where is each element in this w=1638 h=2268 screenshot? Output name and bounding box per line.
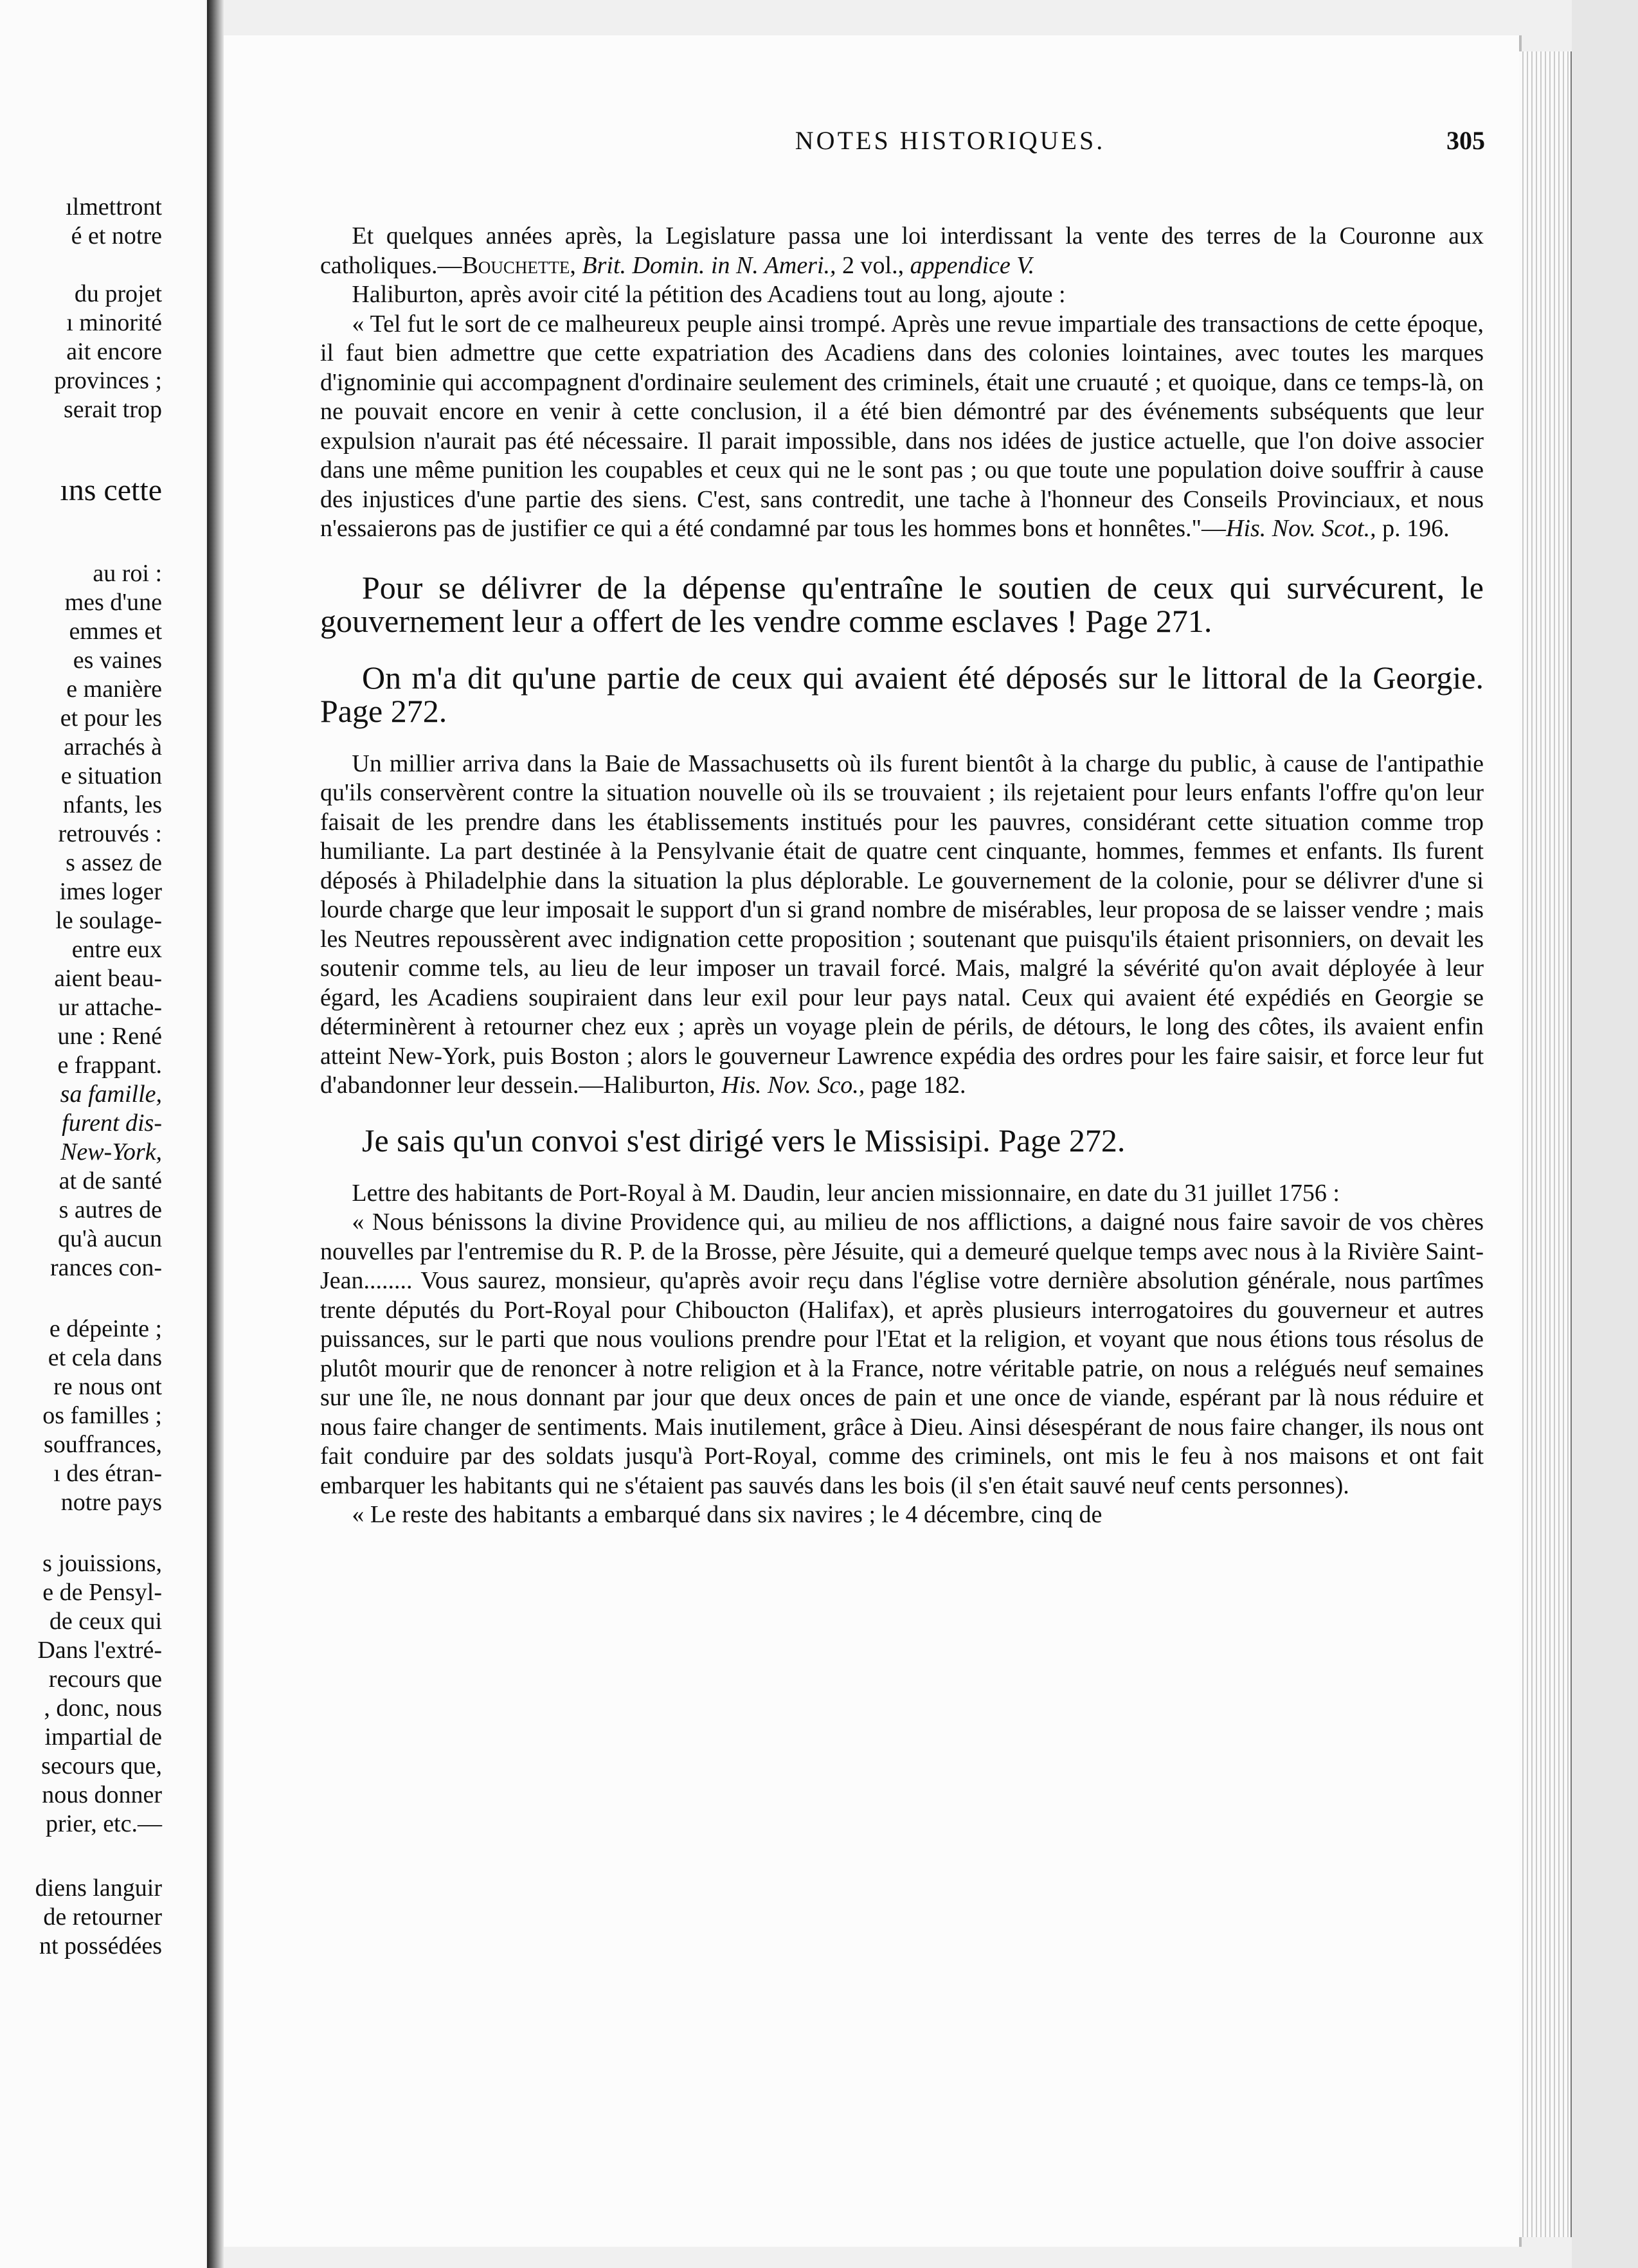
left-page-line-fragment: é et notre (71, 222, 162, 249)
paragraph-text: Et quelques années après, la Legislature passa une loi interdissant la vente des terres de la Couronne aux catholiques.— (320, 222, 1484, 279)
left-page-line-fragment: retrouvés : (58, 820, 162, 847)
left-page-line-fragment: nt possédées (39, 1932, 162, 1959)
left-page-line-fragment: au roi : (93, 560, 162, 587)
letter-paragraph: « Le reste des habitants a embarqué dans six navires ; le 4 décembre, cinq de (352, 1501, 1102, 1528)
citation-page: p. 196. (1376, 515, 1450, 542)
left-page-line-fragment: serait trop (63, 396, 162, 423)
citation-title: His. Nov. Scot., (1226, 515, 1376, 542)
left-page-line-fragment: nfants, les (62, 791, 162, 818)
left-page-line-fragment: Dans l'extré- (37, 1637, 162, 1664)
left-page-line-fragment: entre eux (71, 936, 162, 963)
book-gutter (207, 0, 224, 2268)
left-page-line-fragment: aient beau- (54, 965, 162, 992)
left-page-line-fragment: impartial de (44, 1724, 162, 1751)
quoted-passage-heading: Je sais qu'un convoi s'est dirigé vers le Missisipi. Page 272. (362, 1122, 1126, 1158)
left-page-line-fragment: e dépeinte ; (49, 1315, 162, 1342)
page-edges (1519, 51, 1572, 2237)
quotation-paragraph (320, 310, 1484, 544)
page-number: 305 (1446, 126, 1485, 155)
left-page-fragment (0, 0, 206, 2268)
left-page-line-fragment: mes d'une (64, 589, 162, 616)
left-page-line-fragment: de ceux qui (49, 1608, 162, 1635)
left-page-line-fragment: s autres de (59, 1196, 162, 1223)
left-page-line-fragment: ıns cette (60, 473, 162, 507)
paragraph: Haliburton, après avoir cité la pétition des Acadiens tout au long, ajoute : (352, 281, 1066, 308)
left-page-line-fragment: secours que, (41, 1752, 162, 1779)
page-body (320, 222, 1484, 1530)
right-page (224, 35, 1519, 2247)
left-page-line-fragment: sa famille, (60, 1081, 162, 1108)
left-page-line-fragment: re nous ont (53, 1373, 162, 1400)
left-page-line-fragment: souffrances, (44, 1431, 162, 1458)
left-page-line-fragment: une : René (57, 1023, 162, 1050)
left-page-line-fragment: et cela dans (48, 1344, 162, 1371)
left-page-line-fragment: ılmettront (66, 194, 162, 221)
citation-author: Bouchette, (462, 251, 576, 279)
left-page-line-fragment: prier, etc.— (45, 1810, 162, 1837)
citation-volume: 2 vol., (836, 251, 910, 279)
quoted-passage-heading: Pour se délivrer de la dépense qu'entraîne le soutien de ceux qui survécurent, le gouvernement leur a offert de les vendre comme esclaves ! Page 271. (320, 569, 1484, 639)
running-title: NOTES HISTORIQUES. (795, 126, 1106, 155)
left-page-line-fragment: emmes et (69, 618, 162, 645)
left-page-line-fragment: e manière (66, 676, 162, 703)
left-page-line-fragment: diens languir (35, 1875, 162, 1902)
left-page-line-fragment: qu'à aucun (58, 1225, 162, 1252)
left-page-line-fragment: nous donner (42, 1781, 162, 1808)
citation-title: His. Nov. Sco., (721, 1072, 865, 1099)
left-page-line-fragment: New-York, (60, 1138, 162, 1166)
left-page-line-fragment: at de santé (59, 1167, 162, 1194)
left-page-line-fragment: es vaines (73, 647, 162, 674)
left-page-line-fragment: ait encore (66, 338, 162, 365)
left-page-line-fragment: s jouissions, (42, 1550, 162, 1577)
left-page-line-fragment: , donc, nous (44, 1695, 162, 1722)
paragraph (320, 750, 1484, 1101)
paragraph (320, 222, 1484, 280)
left-page-line-fragment: e de Pensyl- (42, 1579, 162, 1606)
left-page-line-fragment: ı minorité (66, 309, 162, 336)
paragraph-text: Un millier arriva dans la Baie de Massachusetts où ils furent bientôt à la charge du public, à cause de l'antipathie qu'ils conservèrent contre la situation nouvelle où ils se trouvaient ; ils rejetaient pour leurs enfants l'offre qu'on leur faisait de les prendre dans les établissements institués pour les pauvres, considérant cette situation comme trop humiliante. La part destinée à la Pensylvanie était de quatre cent cinquante, hommes, femmes et enfants. Ils furent déposés à Philadelphie dans la situation la plus déplorable. Le gouvernement de la colonie, pour se délivrer d'une si lourde charge que leur imposait le support d'un si grand nombre de misérables, leur proposa de se laisser vendre ; mais les Neutres repoussèrent avec indignation cette proposition ; soutenant que puisqu'ils étaient prisonniers, on devait les soutenir comme tels, au lieu de leur imposer un travail forcé. Mais, malgré la sévérité qu'on avait déployée à leur égard, les Acadiens soupiraient dans leur exil pour leur pays natal. Ceux qui avaient été expédiés en Georgie se déterminèrent à retourner chez eux ; après un voyage plein de périls, de détours, le long des côtes, ils avaient enfin atteint New-York, puis Boston ; alors le gouverneur Lawrence expédia des ordres pour les faire saisir, et force leur fut d'abandonner leur dessein.—Haliburton, (320, 750, 1484, 1099)
left-page-line-fragment: provinces ; (54, 367, 162, 394)
page-header (224, 125, 1517, 170)
left-page-line-fragment: imes loger (59, 878, 162, 905)
left-page-line-fragment: et pour les (60, 705, 162, 732)
left-page-line-fragment: ur attache- (58, 994, 162, 1021)
scan-background (1572, 0, 1638, 2268)
left-page-line-fragment: recours que (48, 1666, 162, 1693)
paragraph-text: « Tel fut le sort de ce malheureux peuple ainsi trompé. Après une revue impartiale des transactions de cette époque, il faut bien admettre que cette expatriation des Acadiens dans des colonies lointaines, avec toutes les marques d'ignominie qui accompagnent d'ordinaire seulement des criminels, était une cruauté ; et quoique, dans ce temps-là, on ne pouvait encore en venir à cette conclusion, il a été bien démontré par des événements subséquents que leur expulsion n'aurait pas été nécessaire. Il parait impossible, dans nos idées de justice actuelle, que l'on doive associer dans une même punition les coupables et ceux qui ne le sont pas ; ou que toute une population doive souffrir à cause des injustices d'une partie des siens. C'est, sans contredit, une tache à l'honneur des Conseils Provinciaux, et nous n'essaierons pas de justifier ce qui a été condamné par tous les hommes bons et honnêtes."— (320, 310, 1484, 542)
quoted-passage-heading: On m'a dit qu'une partie de ceux qui avaient été déposés sur le littoral de la Georgie. Page 272. (320, 659, 1484, 729)
left-page-line-fragment: de retourner (43, 1904, 162, 1931)
left-page-line-fragment: os familles ; (42, 1402, 162, 1429)
left-page-line-fragment: e situation (60, 762, 162, 789)
left-page-line-fragment: du projet (74, 280, 162, 307)
citation-page: page 182. (865, 1072, 966, 1099)
left-page-line-fragment: e frappant. (57, 1052, 162, 1079)
left-page-line-fragment: arrachés à (64, 734, 162, 760)
citation-appendix: appendice V. (910, 251, 1035, 279)
left-page-line-fragment: ı des étran- (53, 1460, 162, 1487)
left-page-line-fragment: rances con- (50, 1254, 162, 1281)
left-page-line-fragment: s assez de (66, 849, 162, 876)
left-page-line-fragment: furent dis- (62, 1110, 162, 1137)
citation-title: Brit. Domin. in N. Ameri., (582, 251, 836, 279)
paragraph: Lettre des habitants de Port-Royal à M. Daudin, leur ancien missionnaire, en date du 31 juillet 1756 : (352, 1179, 1340, 1207)
left-page-line-fragment: le soulage- (55, 907, 162, 934)
letter-paragraph: « Nous bénissons la divine Providence qui, au milieu de nos afflictions, a daigné nous faire savoir de vos chères nouvelles par l'entremise du R. P. de la Brosse, père Jésuite, qui a demeuré quelque temps avec nous à la Rivière Saint-Jean........ Vous saurez, monsieur, qu'après avoir reçu dans l'église votre dernière absolution générale, nous partîmes trente députés du Port-Royal pour Chiboucton (Halifax), et après plusieurs interrogatoires du gouverneur et autres puissances, sur le parti que nous voulions prendre pour l'Etat et la religion, et voyant que nous étions tous résolus de plutôt mourir que de renoncer à notre religion et à la France, notre véritable patrie, on nous a relégués neuf semaines sur une île, ne nous donnant par jour que deux onces de pain et une once de viande, espérant par là nous réduire et nous faire changer de sentiments. Mais inutilement, grâce à Dieu. Ainsi désespérant de nous faire changer, ils nous ont fait conduire par des soldats jusqu'à Port-Royal, comme des criminels, ont mis le feu à nos maisons et ont fait embarquer les habitants qui ne s'étaient pas sauvés dans les bois (il s'en était sauvé neuf cents personnes). (320, 1209, 1484, 1499)
left-page-line-fragment: notre pays (60, 1489, 162, 1516)
